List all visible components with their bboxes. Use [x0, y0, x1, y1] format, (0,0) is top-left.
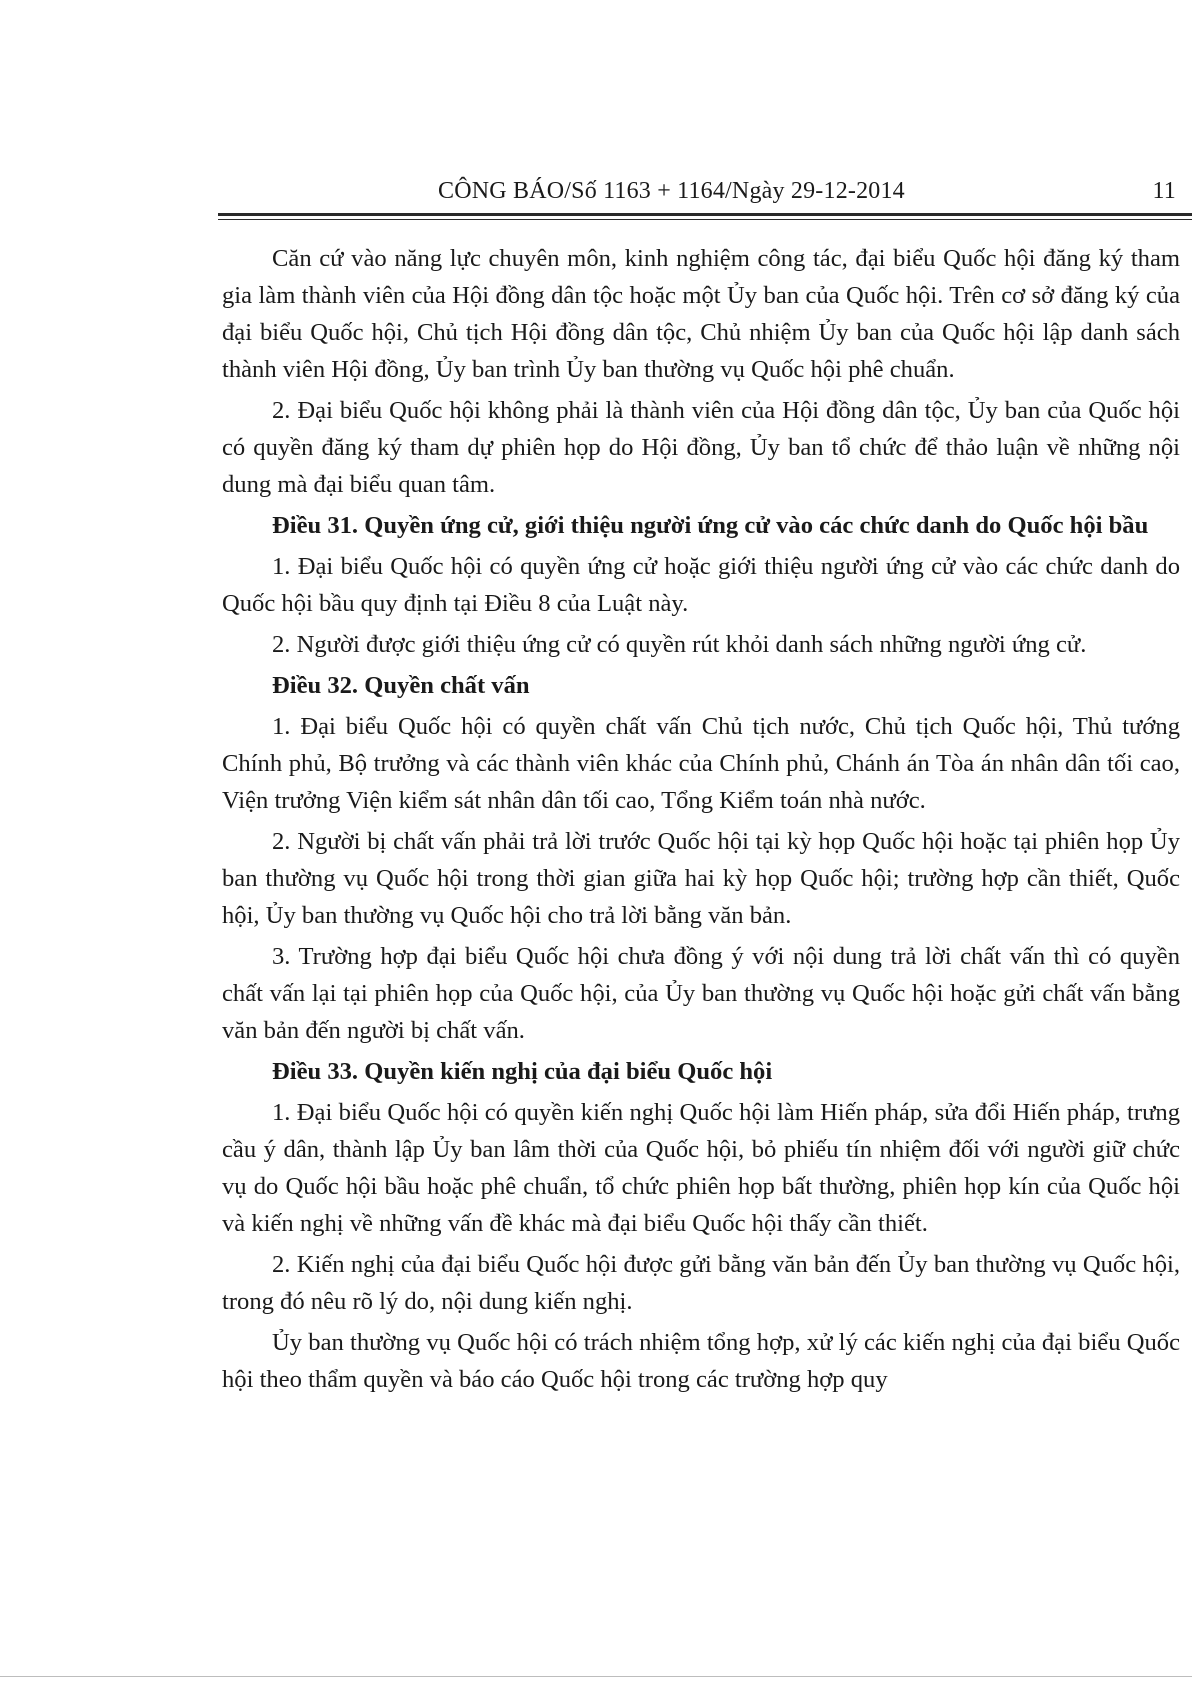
bottom-edge-line: [0, 1676, 1192, 1677]
gazette-title: CÔNG BÁO/Số 1163 + 1164/Ngày 29-12-2014: [438, 178, 905, 204]
document-body: [222, 240, 1180, 1402]
paragraph: 2. Kiến nghị của đại biểu Quốc hội được gửi bằng văn bản đến Ủy ban thường vụ Quốc hội, trong đó nêu rõ lý do, nội dung kiến nghị.: [222, 1251, 1180, 1315]
paragraph: 1. Đại biểu Quốc hội có quyền chất vấn Chủ tịch nước, Chủ tịch Quốc hội, Thủ tướng Chính phủ, Bộ trưởng và các thành viên khác của Chính phủ, Chánh án Tòa án nhân dân tối cao, Viện trưởng Viện kiểm sát nhân dân tối cao, Tổng Kiểm toán nhà nước.: [222, 713, 1180, 814]
page-header: [218, 178, 1192, 210]
paragraph: Căn cứ vào năng lực chuyên môn, kinh nghiệm công tác, đại biểu Quốc hội đăng ký tham gia làm thành viên của Hội đồng dân tộc hoặc một Ủy ban của Quốc hội. Trên cơ sở đăng ký của đại biểu Quốc hội, Chủ tịch Hội đồng dân tộc, Chủ nhiệm Ủy ban của Quốc hội lập danh sách thành viên Hội đồng, Ủy ban trình Ủy ban thường vụ Quốc hội phê chuẩn.: [222, 245, 1180, 383]
paragraph: 2. Người bị chất vấn phải trả lời trước Quốc hội tại kỳ họp Quốc hội hoặc tại phiên họp Ủy ban thường vụ Quốc hội trong thời gian giữa hai kỳ họp Quốc hội; trường hợp cần thiết, Quốc hội, Ủy ban thường vụ Quốc hội cho trả lời bằng văn bản.: [222, 828, 1180, 929]
paragraph: 3. Trường hợp đại biểu Quốc hội chưa đồng ý với nội dung trả lời chất vấn thì có quyền chất vấn lại tại phiên họp của Quốc hội, của Ủy ban thường vụ Quốc hội hoặc gửi chất vấn bằng văn bản đến người bị chất vấn.: [222, 943, 1180, 1044]
paragraph: 2. Đại biểu Quốc hội không phải là thành viên của Hội đồng dân tộc, Ủy ban của Quốc hội có quyền đăng ký tham dự phiên họp do Hội đồng, Ủy ban tổ chức để thảo luận về những nội dung mà đại biểu quan tâm.: [222, 397, 1180, 498]
page-number: 11: [1152, 178, 1176, 204]
header-rule-thin: [218, 219, 1192, 220]
paragraph: 2. Người được giới thiệu ứng cử có quyền rút khỏi danh sách những người ứng cử.: [272, 631, 1087, 658]
paragraph: 1. Đại biểu Quốc hội có quyền kiến nghị Quốc hội làm Hiến pháp, sửa đổi Hiến pháp, trưng cầu ý dân, thành lập Ủy ban lâm thời của Quốc hội, bỏ phiếu tín nhiệm đối với người giữ chức vụ do Quốc hội bầu hoặc phê chuẩn, tổ chức phiên họp bất thường, phiên họp kín của Quốc hội và kiến nghị về những vấn đề khác mà đại biểu Quốc hội thấy cần thiết.: [222, 1099, 1180, 1237]
article-heading: Điều 32. Quyền chất vấn: [272, 672, 530, 699]
paragraph: Ủy ban thường vụ Quốc hội có trách nhiệm tổng hợp, xử lý các kiến nghị của đại biểu Quốc hội theo thẩm quyền và báo cáo Quốc hội trong các trường hợp quy: [222, 1329, 1180, 1393]
article-heading: Điều 33. Quyền kiến nghị của đại biểu Quốc hội: [272, 1058, 773, 1085]
article-heading: Điều 31. Quyền ứng cử, giới thiệu người ứng cử vào các chức danh do Quốc hội bầu: [272, 512, 1149, 539]
paragraph: 1. Đại biểu Quốc hội có quyền ứng cử hoặc giới thiệu người ứng cử vào các chức danh do Quốc hội bầu quy định tại Điều 8 của Luật này.: [222, 553, 1180, 617]
header-rule-thick: [218, 213, 1192, 216]
